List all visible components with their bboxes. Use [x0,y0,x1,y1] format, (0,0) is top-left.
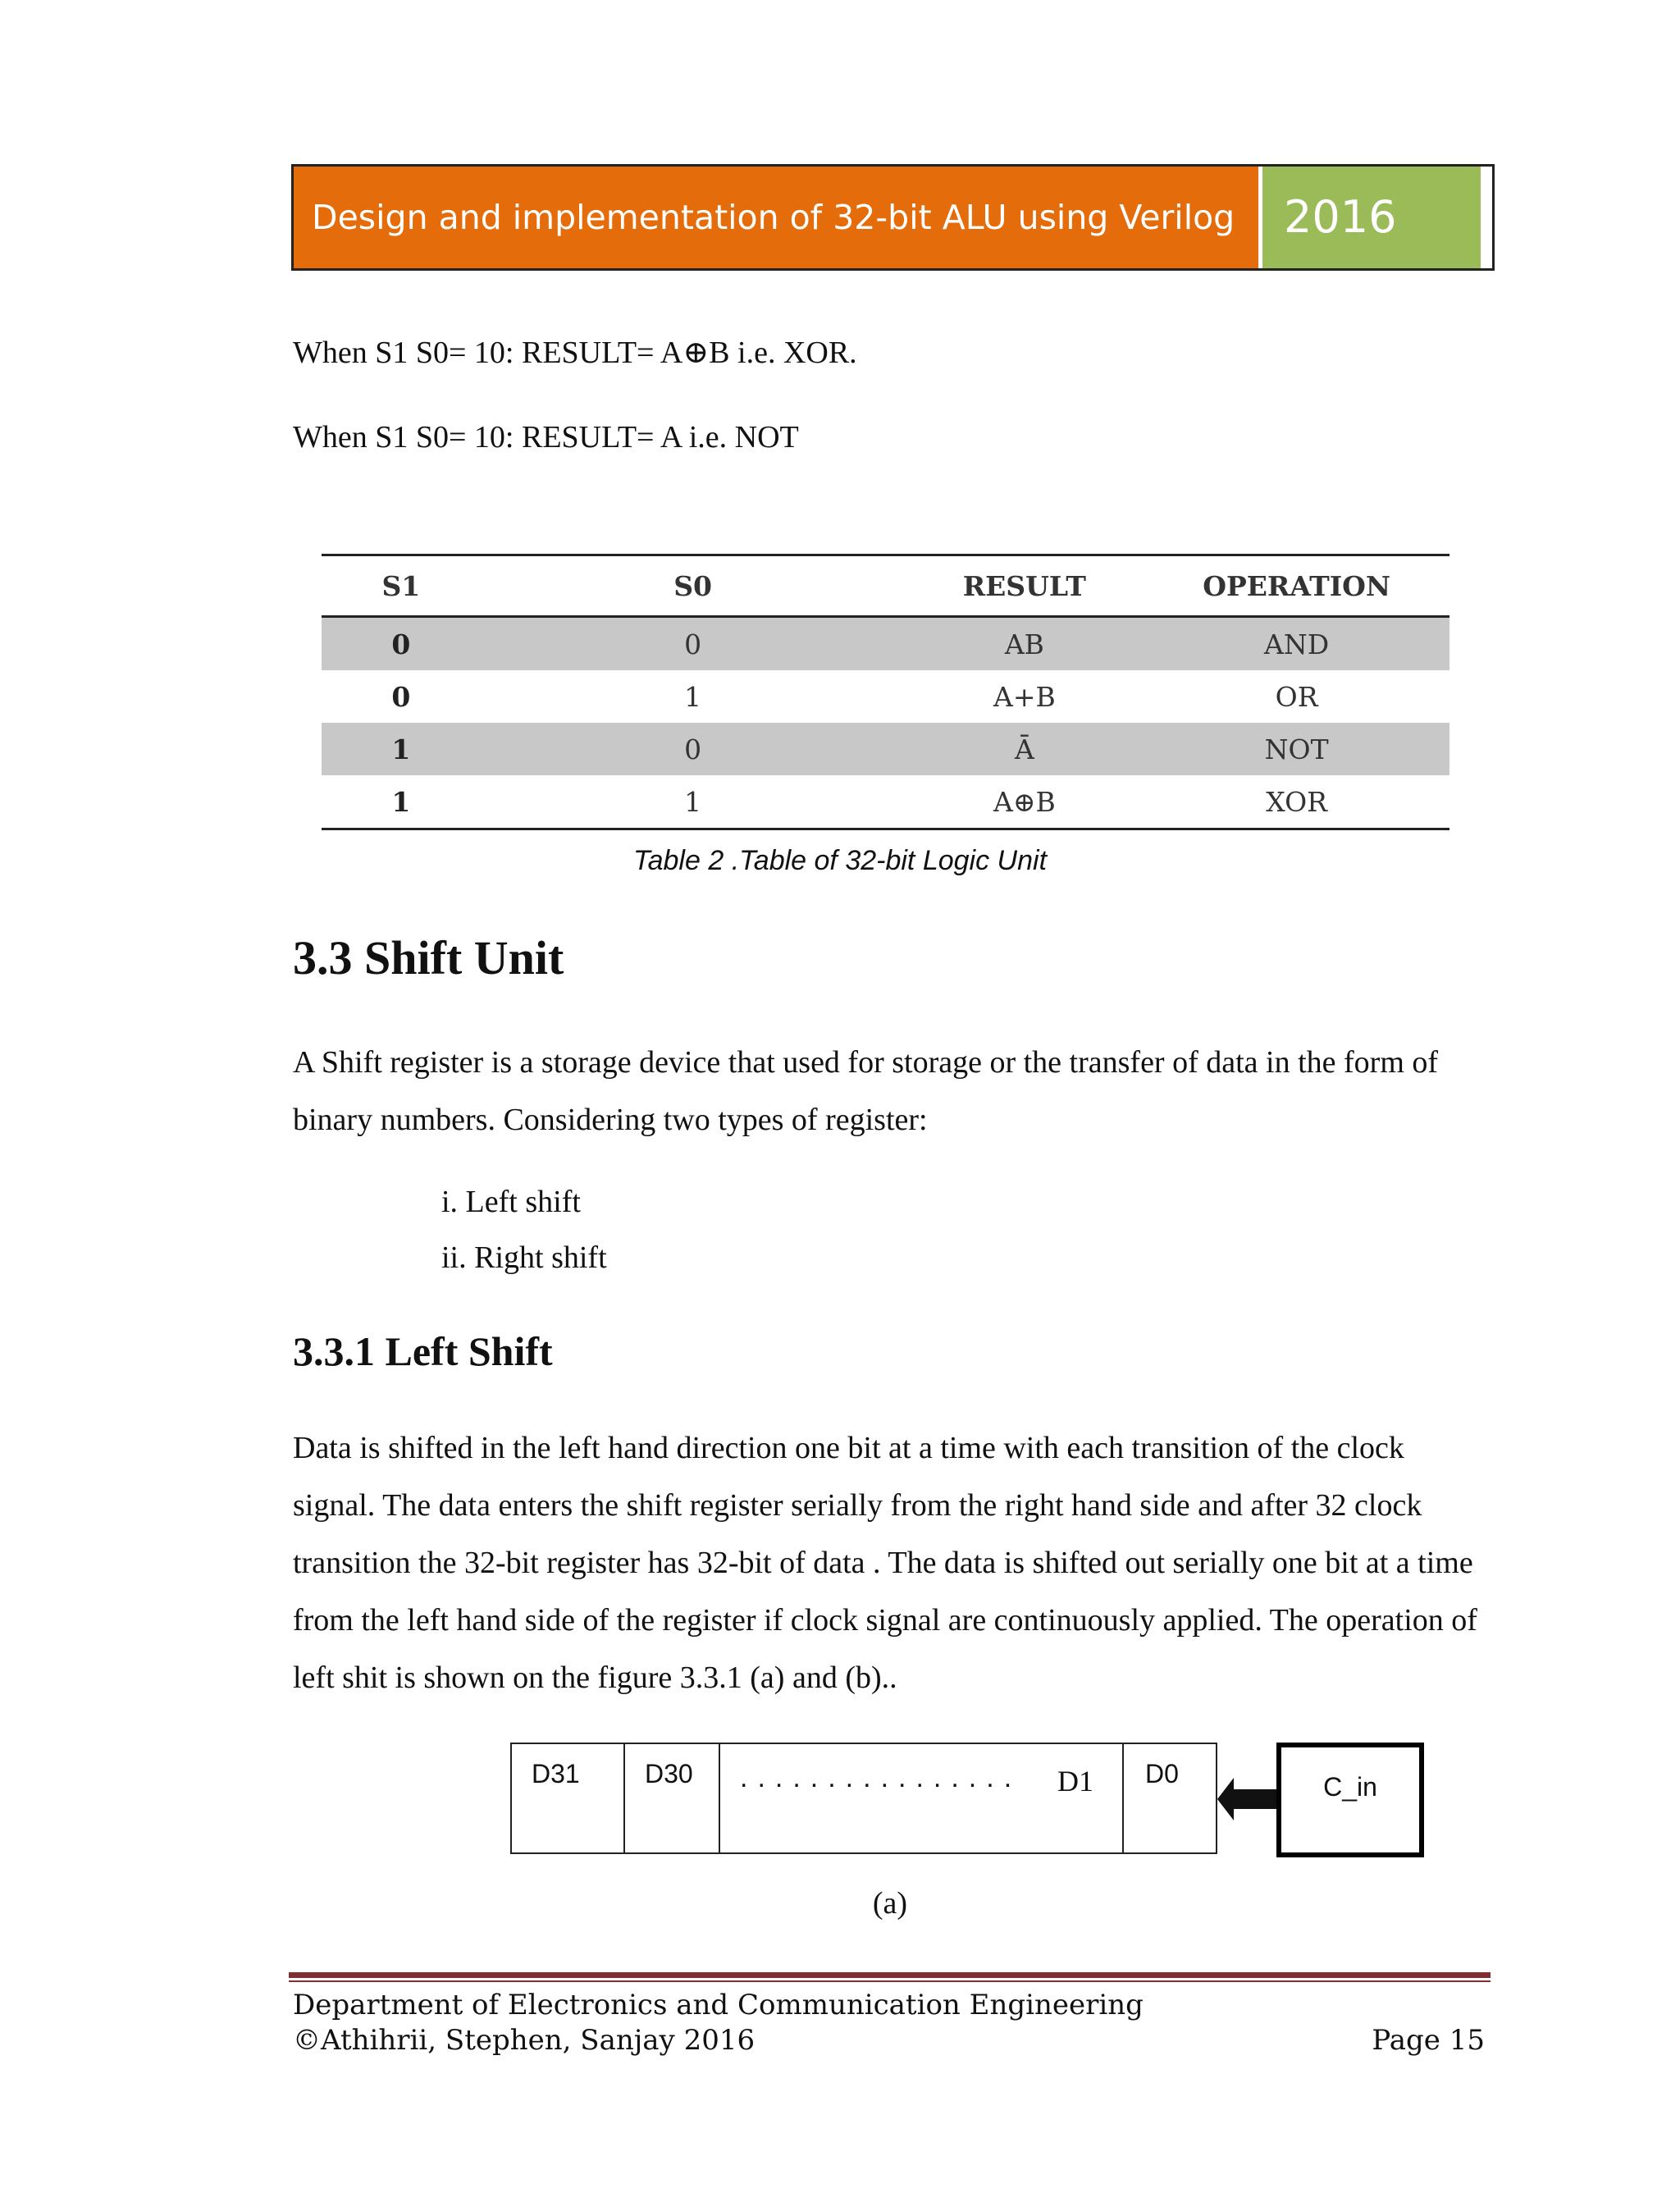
table-caption: Table 2 .Table of 32-bit Logic Unit [632,845,1048,876]
shift-unit-paragraph: A Shift register is a storage device that used for storage or the transfer of data in the form of binary numbers. Considering two types of register: [293,1045,1439,1137]
table-cell: A⊕B [993,785,1056,818]
footer-page-number: Page 15 [1372,2024,1485,2057]
table-cell: A+B [993,680,1056,713]
column-header-s1: S1 [381,569,421,602]
intro-line-xor: When S1 S0= 10: RESULT= A⊕B i.e. XOR. [293,336,857,370]
table-cell: Ā [906,723,1144,775]
cell-divider [1122,1744,1124,1852]
intro-line-not: When S1 S0= 10: RESULT= A i.e. NOT [293,420,799,455]
cell-divider [719,1744,720,1852]
column-header-s0: S0 [673,569,712,602]
carry-in-box: C_in [1276,1743,1424,1857]
table-cell: AND [1144,617,1449,671]
table-cell: 1 [391,785,411,818]
table-cell: 0 [481,617,906,671]
footer-rule [289,1972,1491,1978]
header-title: Design and implementation of 32-bit ALU using Verilog [294,167,1258,268]
left-shift-paragraph: Data is shifted in the left hand direction one bit at a time with each transition of the clock signal. The data enters the shift register serially from the right hand side and after 32 clock transition the 32-bit register has 32-bit of data . The data is shifted out serially one bit at a time from the left hand side of the register if clock signal are continuously applied. The operation of left shit is shown on the figure 3.3.1 (a) and (b).. [293,1431,1477,1695]
input-arrow-icon [1217,1776,1278,1822]
table-cell: NOT [1144,723,1449,775]
table-cell: 0 [391,680,411,713]
list-item: i. Left shift [441,1185,581,1219]
column-header-result: RESULT [962,569,1086,602]
list-item: ii. Right shift [441,1240,607,1275]
table-row [322,617,1449,671]
register-cell-d1: D1 [1057,1765,1093,1797]
header-year: 2016 [1262,167,1481,268]
footer-rule [289,1980,1491,1982]
table-cell: 0 [481,723,906,775]
table-header-row [322,555,1449,617]
document-header [291,164,1495,271]
shift-register-diagram [510,1743,1217,1854]
table-cell: 0 [322,617,481,671]
table-cell: 1 [322,723,481,775]
register-cell-d30: D30 [645,1759,693,1788]
register-cell-d0: D0 [1145,1759,1179,1788]
register-cell-d31: D31 [532,1759,580,1788]
section-heading-shift-unit: 3.3 Shift Unit [293,931,564,984]
footer-copyright: ©Athihrii, Stephen, Sanjay 2016 [293,2024,756,2057]
figure-caption: (a) [872,1886,908,1921]
table-cell: 1 [684,785,702,818]
table-row [322,775,1449,829]
logic-unit-table [322,554,1449,830]
table-cell: OR [1275,680,1318,713]
footer-department: Department of Electronics and Communication Engineering [293,1989,1144,2021]
table-cell: 1 [684,680,702,713]
cell-divider [623,1744,625,1852]
column-header-operation: OPERATION [1203,569,1391,602]
table-cell: XOR [1266,785,1328,818]
section-heading-left-shift: 3.3.1 Left Shift [293,1328,553,1374]
table-row [322,723,1449,775]
table-cell: AB [906,617,1144,671]
table-row [322,670,1449,723]
register-ellipsis: ................ [740,1762,1022,1793]
